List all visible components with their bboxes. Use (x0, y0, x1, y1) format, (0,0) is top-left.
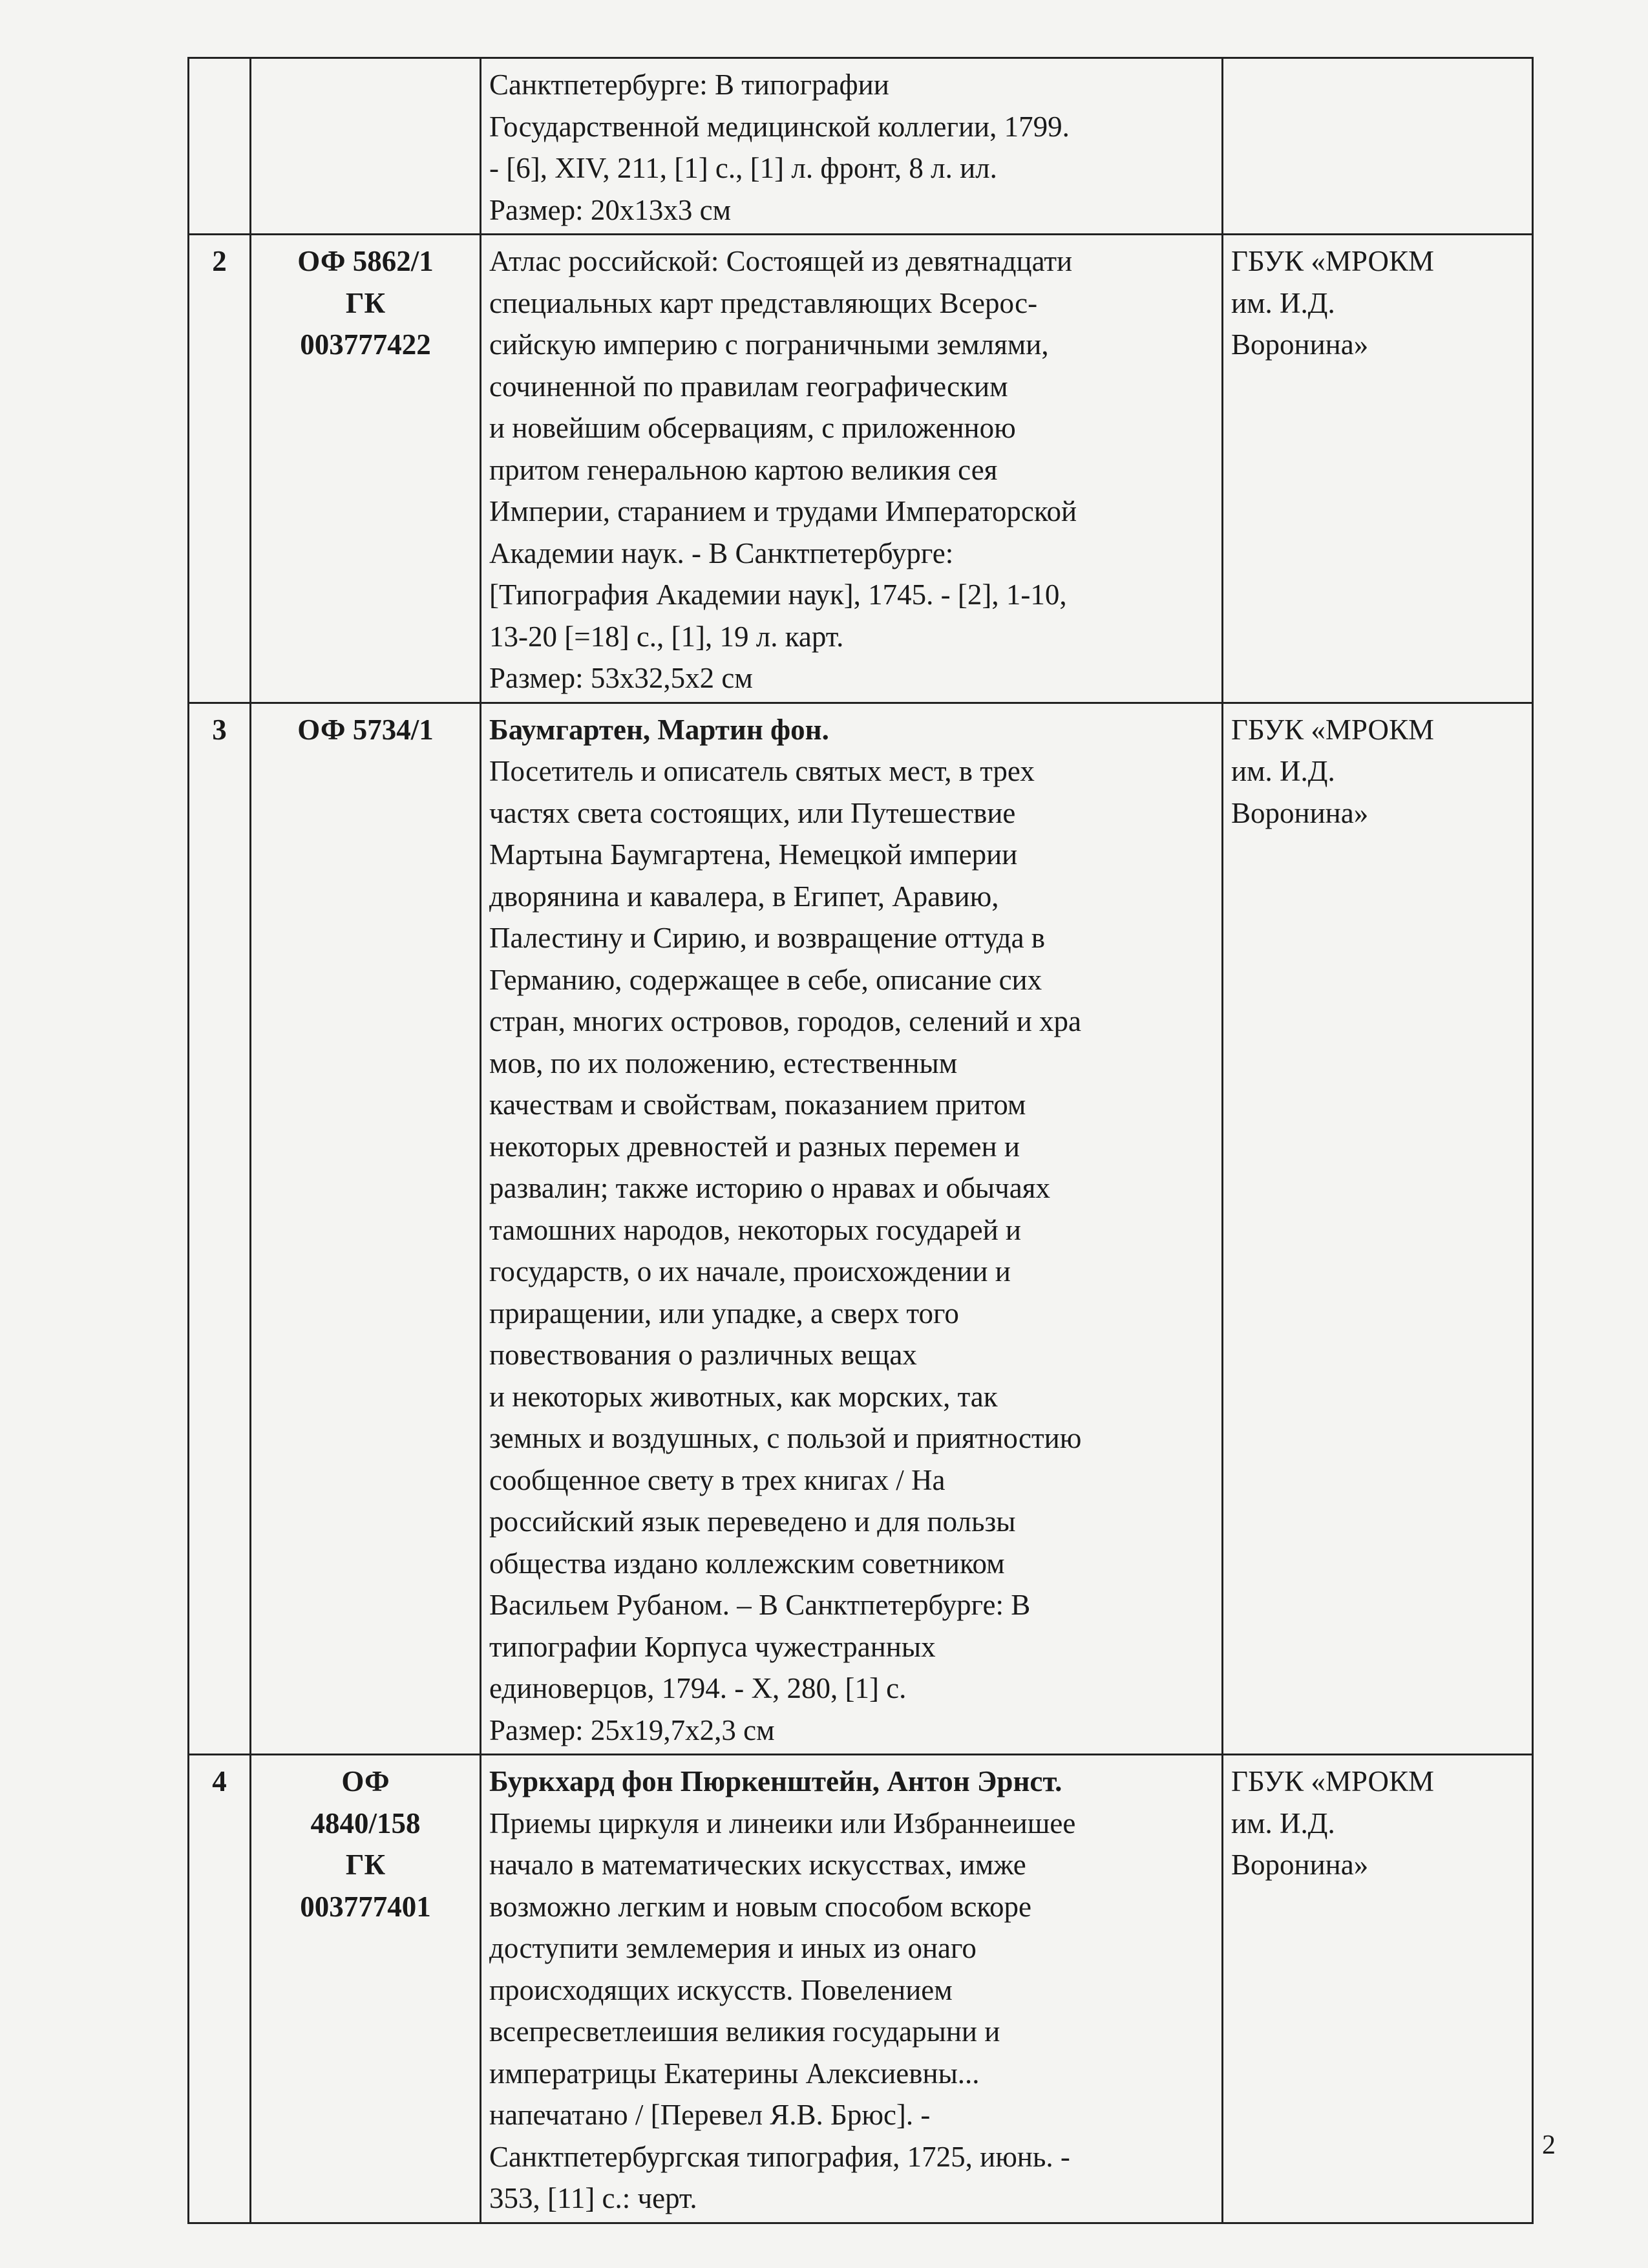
row-number-cell (189, 58, 251, 235)
description-line: некоторых древностей и разных перемен и (489, 1130, 1020, 1163)
description-line: государств, о их начале, происхождении и (489, 1255, 1011, 1288)
table-row (189, 58, 1533, 235)
page-number: 2 (1542, 2130, 1556, 2160)
author-name: Баумгартен, Мартин фон. (489, 713, 829, 746)
description-line: 353, [11] с.: черт. (489, 2182, 697, 2214)
inventory-number-line: 4840/158 (310, 1807, 421, 1839)
description-cell (481, 703, 1223, 1755)
description-line: Атлас российской: Состоящей из девятнадцати (489, 245, 1073, 277)
description-cell (481, 58, 1223, 235)
row-number-cell: 4 (189, 1755, 251, 2223)
description-line: Академии наук. - В Санктпетербурге: (489, 536, 954, 569)
description-line: [Типография Академии наук], 1745. - [2], 1-10, (489, 578, 1067, 611)
description-line: развалин; также историю о нравах и обычаях (489, 1172, 1050, 1204)
holder-cell (1223, 703, 1533, 1755)
inventory-number-cell (251, 703, 481, 1755)
inventory-number-line: ОФ 5862/1 (297, 245, 434, 277)
description-line: Размер: 53x32,5x2 см (489, 662, 753, 694)
holder-cell (1223, 1755, 1533, 2223)
description-line: качествам и свойствам, показанием притом (489, 1088, 1026, 1121)
description-line: Мартына Баумгартена, Немецкой империи (489, 838, 1018, 871)
description-line: Палестину и Сирию, и возвращение оттуда в (489, 922, 1046, 954)
description-line: типографии Корпуса чужестранных (489, 1630, 936, 1663)
description-line: сочиненной по правилам географическим (489, 370, 1008, 403)
description-line: дворянина и кавалера, в Египет, Аравию, (489, 880, 999, 913)
description-line: приращении, или упадке, а сверх того (489, 1297, 959, 1330)
row-number-cell: 2 (189, 235, 251, 703)
description-line: Империи, старанием и трудами Императорской (489, 495, 1077, 527)
description-line: Приемы циркуля и линеики или Избраннеишее (489, 1807, 1076, 1839)
inventory-number-line: 003777401 (300, 1890, 431, 1923)
holder-line: ГБУК «МРОКМ (1231, 245, 1435, 277)
description-line: начало в математических искусствах, имже (489, 1849, 1026, 1881)
description-line: доступити землемерия и иных из онаго (489, 1932, 977, 1964)
description-line: возможно легким и новым способом вскоре (489, 1890, 1031, 1923)
row-number-cell: 3 (189, 703, 251, 1755)
holder-cell (1223, 235, 1533, 703)
description-line: стран, многих островов, городов, селений и хра (489, 1005, 1081, 1037)
holder-line: Воронина» (1231, 328, 1369, 361)
inventory-number-line: ГК (345, 1849, 386, 1881)
inventory-number-line: ОФ 5734/1 (297, 713, 434, 746)
holder-line: им. И.Д. (1231, 755, 1335, 787)
description-cell (481, 235, 1223, 703)
table-row (189, 1755, 1533, 2223)
description-line: Васильем Рубаном. – В Санктпетербурге: В (489, 1589, 1031, 1621)
inventory-number-cell (251, 235, 481, 703)
holder-line: ГБУК «МРОКМ (1231, 713, 1435, 746)
description-line: тамошних народов, некоторых государей и (489, 1213, 1021, 1246)
inventory-number-line: 003777422 (300, 328, 431, 361)
description-line: частях света состоящих, или Путешествие (489, 796, 1016, 829)
description-cell (481, 1755, 1223, 2223)
description-line: специальных карт представляющих Всерос- (489, 286, 1038, 319)
description-line: российский язык переведено и для пользы (489, 1505, 1016, 1538)
description-line: сообщенное свету в трех книгах / На (489, 1463, 945, 1496)
description-line: Санктпетербургская типография, 1725, июнь. - (489, 2140, 1070, 2173)
description-line: Размер: 25x19,7x2,3 см (489, 1713, 775, 1746)
table-row (189, 703, 1533, 1755)
description-line: единоверцов, 1794. - X, 280, [1] с. (489, 1672, 907, 1704)
description-line: Размер: 20x13x3 см (489, 193, 732, 226)
description-line: общества издано коллежским советником (489, 1547, 1005, 1580)
inventory-number-line: ОФ (341, 1765, 390, 1797)
description-line: напечатано / [Перевел Я.В. Брюс]. - (489, 2099, 931, 2131)
holder-line: Воронина» (1231, 796, 1369, 829)
description-line: сийскую империю с пограничными землями, (489, 328, 1049, 361)
description-line: Германию, содержащее в себе, описание сих (489, 963, 1042, 996)
holder-line: им. И.Д. (1231, 1807, 1335, 1839)
author-name: Буркхард фон Пюркенштейн, Антон Эрнст. (489, 1765, 1062, 1797)
holder-cell (1223, 58, 1533, 235)
inventory-number-cell (251, 1755, 481, 2223)
inventory-number-cell (251, 58, 481, 235)
description-line: императрицы Екатерины Алексиевны... (489, 2057, 980, 2090)
description-line: - [6], XIV, 211, [1] с., [1] л. фронт, 8 л. ил. (489, 152, 997, 184)
description-line: повествования о различных вещах (489, 1339, 917, 1371)
description-line: Государственной медицинской коллегии, 1799. (489, 110, 1070, 143)
description-line: и некоторых животных, как морских, так (489, 1380, 998, 1413)
description-line: земных и воздушных, с пользой и приятностию (489, 1422, 1082, 1454)
description-line: Санктпетербурге: В типографии (489, 69, 889, 101)
description-line: мов, по их положению, естественным (489, 1046, 958, 1079)
description-line: Посетитель и описатель святых мест, в трех (489, 755, 1035, 787)
description-line: притом генеральною картою великия сея (489, 453, 998, 486)
holder-line: им. И.Д. (1231, 286, 1335, 319)
table-row (189, 235, 1533, 703)
description-line: происходящих искусств. Повелением (489, 1973, 953, 2006)
description-line: 13-20 [=18] с., [1], 19 л. карт. (489, 620, 844, 653)
registry-table (187, 57, 1534, 2224)
inventory-number-line: ГК (345, 286, 386, 319)
registry-table-body (189, 58, 1533, 2223)
holder-line: ГБУК «МРОКМ (1231, 1765, 1435, 1797)
description-line: и новейшим обсервациям, с приложенною (489, 412, 1016, 444)
description-line: всепресветлеишия великия государыни и (489, 2015, 1000, 2048)
holder-line: Воронина» (1231, 1849, 1369, 1881)
